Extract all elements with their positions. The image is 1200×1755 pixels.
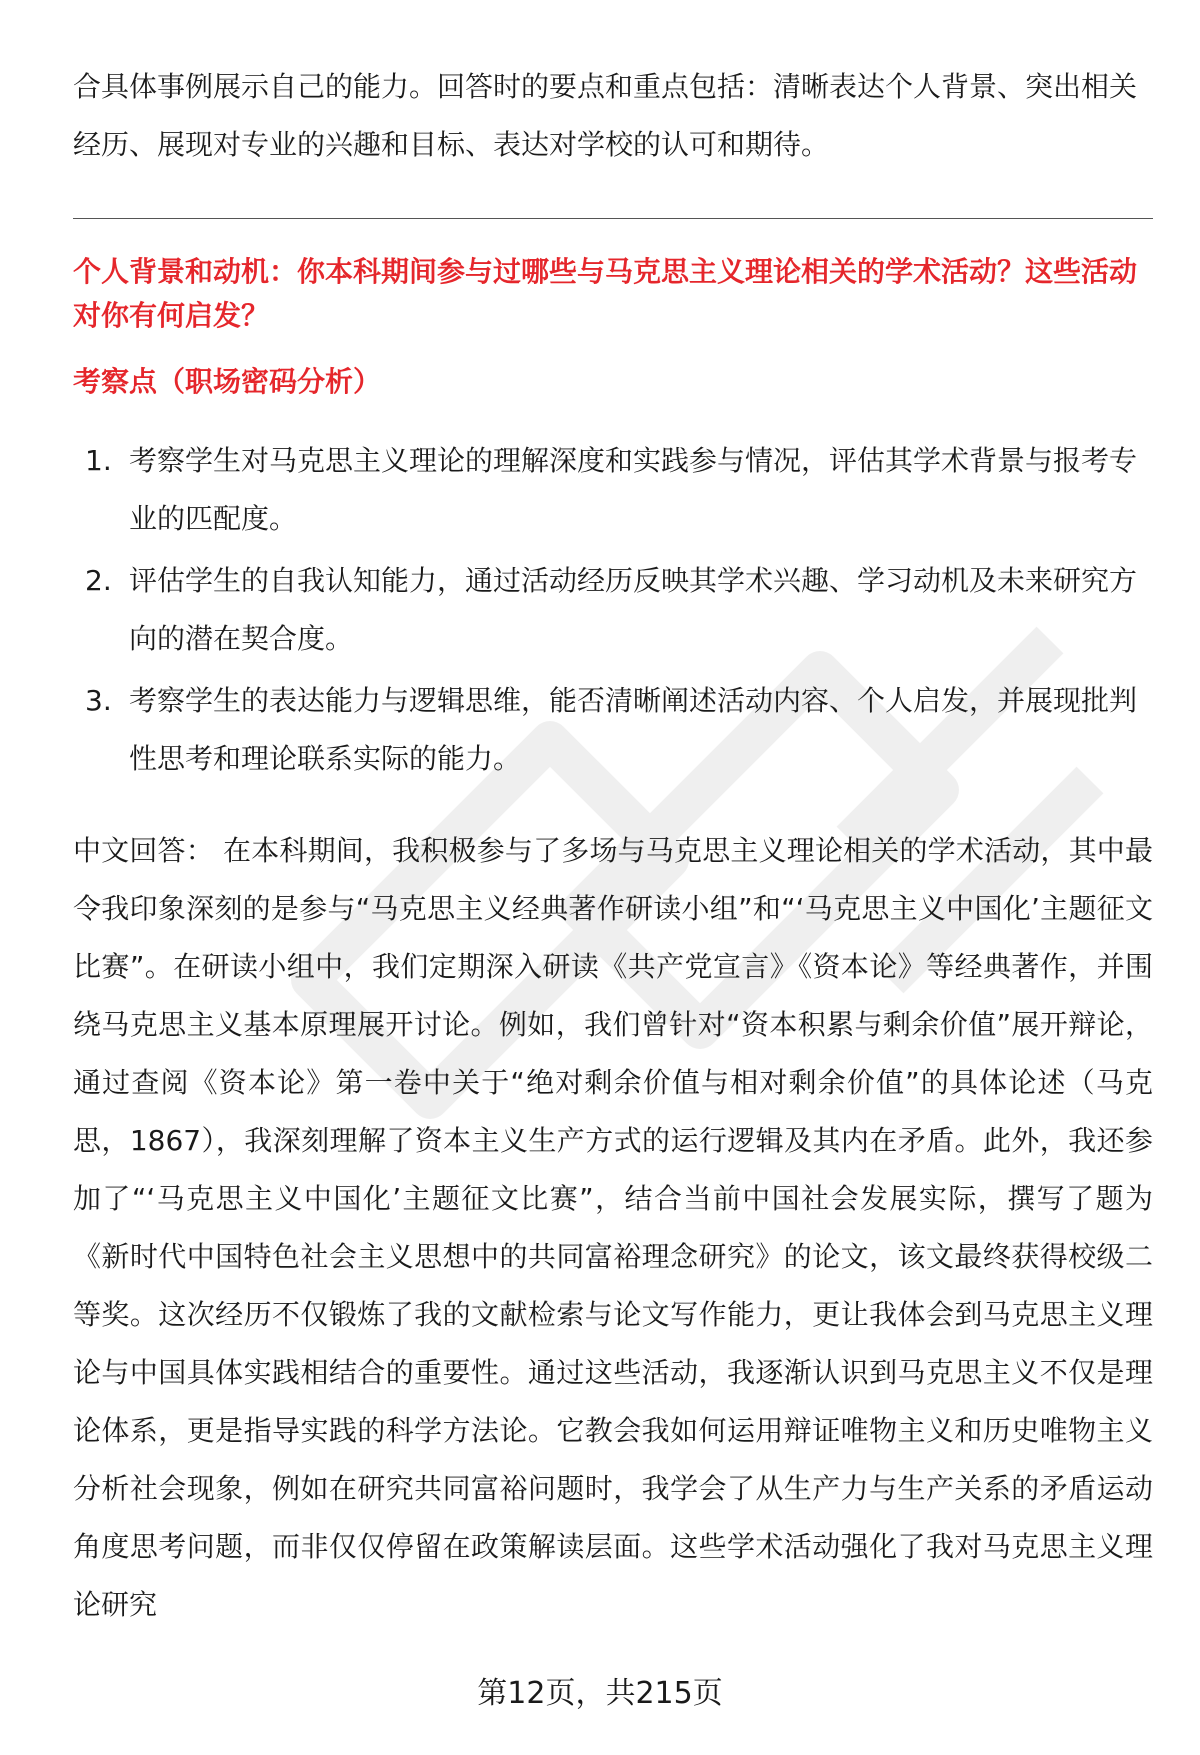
assessment-points-title: 考察点（职场密码分析） [73, 365, 382, 398]
answer-label: 中文回答： [73, 834, 214, 867]
list-item-number: 2. [85, 564, 112, 597]
list-item [73, 672, 1153, 788]
answer-text: 在本科期间，我积极参与了多场与马克思主义理论相关的学术活动，其中最令我印象深刻的是参与“马克思主义经典著作研读小组”和“‘马克思主义中国化’主题征文比赛”。在研读小组中，我们定期深入研读《共产党宣言》《资本论》等经典著作，并围绕马克思主义基本原理展开讨论。例如，我们曾针对“资本积累与剩余价值”展开辩论，通过查阅《资本论》第一卷中关于“绝对剩余价值与相对剩余价值”的具体论述（马克思，1867），我深刻理解了资本主义生产方式的运行逻辑及其内在矛盾。此外，我还参加了“‘马克思主义中国化’主题征文比赛”，结合当前中国社会发展实际，撰写了题为《新时代中国特色社会主义思想中的共同富裕理念研究》的论文，该文最终获得校级二等奖。这次经历不仅锻炼了我的文献检索与论文写作能力，更让我体会到马克思主义理论与中国具体实践相结合的重要性。通过这些活动，我逐渐认识到马克思主义不仅是理论体系，更是指导实践的科学方法论。它教会我如何运用辩证唯物主义和历史唯物主义分析社会现象，例如在研究共同富裕问题时，我学会了从生产力与生产关系的矛盾运动角度思考问题，而非仅仅停留在政策解读层面。这些学术活动强化了我对马克思主义理论研究 [73, 834, 1153, 1621]
answer-paragraph [73, 822, 1153, 1634]
assessment-points-list [73, 432, 1153, 792]
interview-question: 个人背景和动机：你本科期间参与过哪些与马克思主义理论相关的学术活动？这些活动对你有何启发？ [73, 255, 1138, 332]
section-divider [73, 218, 1153, 219]
list-item-number: 1. [85, 444, 112, 477]
list-item-text: 考察学生对马克思主义理论的理解深度和实践参与情况，评估其学术背景与报考专业的匹配度。 [129, 444, 1138, 535]
list-item-text: 评估学生的自我认知能力，通过活动经历反映其学术兴趣、学习动机及未来研究方向的潜在契合度。 [129, 564, 1138, 655]
list-item-number: 3. [85, 684, 112, 717]
list-item [73, 552, 1153, 668]
page-number-footer: 第12页，共215页 [477, 1676, 723, 1711]
list-item [73, 432, 1153, 548]
list-item-text: 考察学生的表达能力与逻辑思维，能否清晰阐述活动内容、个人启发，并展现批判性思考和理论联系实际的能力。 [129, 684, 1138, 775]
intro-paragraph: 合具体事例展示自己的能力。回答时的要点和重点包括：清晰表达个人背景、突出相关经历、展现对专业的兴趣和目标、表达对学校的认可和期待。 [73, 70, 1138, 161]
